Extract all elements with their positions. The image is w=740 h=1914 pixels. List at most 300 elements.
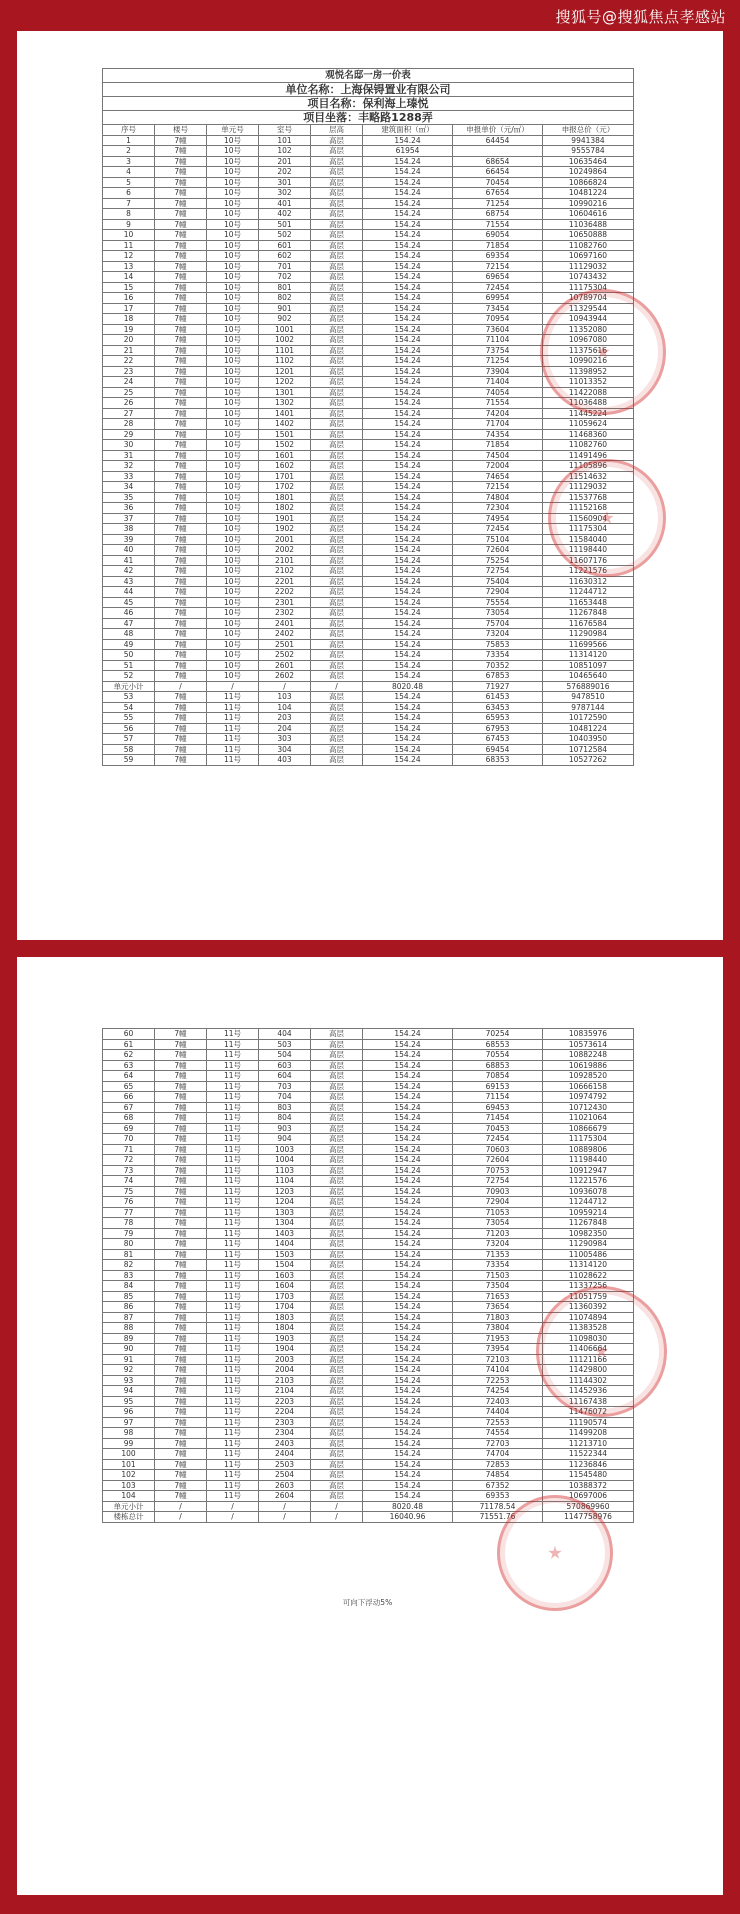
- cell-total-price: 1147758976: [543, 1512, 634, 1523]
- cell-index: 69: [103, 1123, 155, 1134]
- cell-room: 2504: [259, 1470, 311, 1481]
- table-row: [103, 1281, 634, 1292]
- cell-floor-type: 高层: [311, 650, 363, 661]
- cell-area: 154.24: [363, 1239, 453, 1250]
- cell-index: 楼栋总计: [103, 1512, 155, 1523]
- cell-building: 7幢: [155, 324, 207, 335]
- cell-unit-price: 68654: [453, 156, 543, 167]
- cell-unit: 11号: [207, 1197, 259, 1208]
- cell-index: 82: [103, 1260, 155, 1271]
- cell-area: 154.24: [363, 429, 453, 440]
- cell-unit: /: [207, 1512, 259, 1523]
- cell-area: 154.24: [363, 282, 453, 293]
- cell-building: 7幢: [155, 1029, 207, 1040]
- col-header-area: 建筑面积（㎡）: [363, 125, 453, 136]
- cell-index: 8: [103, 209, 155, 220]
- cell-room: 1802: [259, 503, 311, 514]
- cell-unit-price: 71178.54: [453, 1501, 543, 1512]
- table-row: [103, 1176, 634, 1187]
- cell-room: 2101: [259, 555, 311, 566]
- cell-room: 2302: [259, 608, 311, 619]
- cell-area: 154.24: [363, 1396, 453, 1407]
- cell-unit: 10号: [207, 545, 259, 556]
- cell-total-price: 11144302: [543, 1375, 634, 1386]
- cell-building: 7幢: [155, 398, 207, 409]
- cell-total-price: 11429800: [543, 1365, 634, 1376]
- cell-unit-price: 72154: [453, 261, 543, 272]
- cell-floor-type: 高层: [311, 734, 363, 745]
- cell-area: 154.24: [363, 1354, 453, 1365]
- cell-total-price: 11167438: [543, 1396, 634, 1407]
- cell-total-price: 11013352: [543, 377, 634, 388]
- cell-building: 7幢: [155, 419, 207, 430]
- cell-building: 7幢: [155, 608, 207, 619]
- cell-total-price: 11445224: [543, 408, 634, 419]
- cell-total-price: 11190574: [543, 1417, 634, 1428]
- cell-floor-type: 高层: [311, 387, 363, 398]
- cell-building: 7幢: [155, 1186, 207, 1197]
- cell-building: 7幢: [155, 1260, 207, 1271]
- cell-room: 403: [259, 755, 311, 766]
- cell-room: 2103: [259, 1375, 311, 1386]
- cell-total-price: 10967080: [543, 335, 634, 346]
- table-row: [103, 713, 634, 724]
- cell-total-price: 10712430: [543, 1102, 634, 1113]
- table-row: [103, 1249, 634, 1260]
- cell-building: 7幢: [155, 177, 207, 188]
- cell-building: 7幢: [155, 1144, 207, 1155]
- cell-area: 154.24: [363, 1470, 453, 1481]
- cell-unit-price: 67953: [453, 723, 543, 734]
- cell-index: 25: [103, 387, 155, 398]
- cell-area: 154.24: [363, 167, 453, 178]
- cell-building: 7幢: [155, 723, 207, 734]
- cell-building: 7幢: [155, 198, 207, 209]
- cell-floor-type: 高层: [311, 303, 363, 314]
- cell-unit: 10号: [207, 398, 259, 409]
- cell-area: 154.24: [363, 1323, 453, 1334]
- cell-room: 1204: [259, 1197, 311, 1208]
- cell-building: 7幢: [155, 1207, 207, 1218]
- table-row: [103, 566, 634, 577]
- cell-building: 7幢: [155, 744, 207, 755]
- cell-total-price: 11491496: [543, 450, 634, 461]
- table-row: [103, 1428, 634, 1439]
- cell-building: 7幢: [155, 1375, 207, 1386]
- cell-floor-type: 高层: [311, 1312, 363, 1323]
- cell-area: 154.24: [363, 524, 453, 535]
- cell-room: 2202: [259, 587, 311, 598]
- cell-floor-type: 高层: [311, 282, 363, 293]
- cell-total-price: 11499208: [543, 1428, 634, 1439]
- cell-index: 73: [103, 1165, 155, 1176]
- cell-area: 154.24: [363, 314, 453, 325]
- cell-area: 154.24: [363, 702, 453, 713]
- cell-room: 1702: [259, 482, 311, 493]
- cell-total-price: 10465640: [543, 671, 634, 682]
- cell-room: 2003: [259, 1354, 311, 1365]
- cell-unit: 10号: [207, 587, 259, 598]
- cell-unit: 10号: [207, 650, 259, 661]
- cell-unit-price: 74504: [453, 450, 543, 461]
- cell-unit-price: 69153: [453, 1081, 543, 1092]
- cell-unit-price: 70453: [453, 1123, 543, 1134]
- table-row: [103, 419, 634, 430]
- table-row: [103, 1050, 634, 1061]
- table-row: [103, 618, 634, 629]
- cell-building: 7幢: [155, 492, 207, 503]
- cell-building: 7幢: [155, 1249, 207, 1260]
- cell-room: 2204: [259, 1407, 311, 1418]
- cell-area: 154.24: [363, 1039, 453, 1050]
- cell-index: 36: [103, 503, 155, 514]
- cell-unit-price: 73204: [453, 629, 543, 640]
- cell-building: 7幢: [155, 1428, 207, 1439]
- cell-area: 154.24: [363, 482, 453, 493]
- cell-area: 154.24: [363, 1071, 453, 1082]
- cell-unit: 11号: [207, 1491, 259, 1502]
- cell-unit: 11号: [207, 1249, 259, 1260]
- cell-unit: 11号: [207, 1186, 259, 1197]
- table-row: [103, 1480, 634, 1491]
- cell-unit: 11号: [207, 1407, 259, 1418]
- table-row: [103, 1186, 634, 1197]
- cell-index: 54: [103, 702, 155, 713]
- cell-unit: 10号: [207, 272, 259, 283]
- cell-room: 801: [259, 282, 311, 293]
- cell-floor-type: 高层: [311, 1260, 363, 1271]
- cell-area: 154.24: [363, 1186, 453, 1197]
- cell-unit: 10号: [207, 671, 259, 682]
- cell-area: 154.24: [363, 1302, 453, 1313]
- cell-floor-type: 高层: [311, 692, 363, 703]
- cell-floor-type: 高层: [311, 471, 363, 482]
- cell-floor-type: 高层: [311, 1291, 363, 1302]
- cell-floor-type: 高层: [311, 576, 363, 587]
- table-row: [103, 608, 634, 619]
- cell-area: 154.24: [363, 1312, 453, 1323]
- cell-room: 1903: [259, 1333, 311, 1344]
- cell-room: 2501: [259, 639, 311, 650]
- cell-unit-price: 67654: [453, 188, 543, 199]
- cell-room: 2203: [259, 1396, 311, 1407]
- cell-floor-type: 高层: [311, 639, 363, 650]
- cell-building: 7幢: [155, 1270, 207, 1281]
- cell-unit-price: 72754: [453, 1176, 543, 1187]
- cell-floor-type: 高层: [311, 524, 363, 535]
- cell-building: 7幢: [155, 167, 207, 178]
- cell-unit: 10号: [207, 471, 259, 482]
- cell-unit: 11号: [207, 1396, 259, 1407]
- table-row: [103, 156, 634, 167]
- cell-area: 154.24: [363, 261, 453, 272]
- cell-total-price: 11198440: [543, 545, 634, 556]
- cell-building: 7幢: [155, 1039, 207, 1050]
- cell-unit: 10号: [207, 660, 259, 671]
- cell-room: 1303: [259, 1207, 311, 1218]
- cell-building: 7幢: [155, 1354, 207, 1365]
- table-row: [103, 755, 634, 766]
- cell-floor-type: 高层: [311, 1417, 363, 1428]
- cell-unit-price: 73954: [453, 1344, 543, 1355]
- cell-area: 154.24: [363, 1449, 453, 1460]
- cell-unit-price: 73904: [453, 366, 543, 377]
- cell-room: 702: [259, 272, 311, 283]
- table-row: [103, 209, 634, 220]
- table-row: [103, 429, 634, 440]
- cell-unit-price: 74854: [453, 1470, 543, 1481]
- cell-unit: 10号: [207, 440, 259, 451]
- cell-unit: 11号: [207, 1155, 259, 1166]
- cell-area: 154.24: [363, 1270, 453, 1281]
- cell-total-price: 11082760: [543, 240, 634, 251]
- cell-floor-type: 高层: [311, 608, 363, 619]
- cell-building: 7幢: [155, 219, 207, 230]
- table-row: [103, 1113, 634, 1124]
- cell-area: 154.24: [363, 723, 453, 734]
- cell-unit-price: 74404: [453, 1407, 543, 1418]
- cell-room: 901: [259, 303, 311, 314]
- cell-total-price: 11398952: [543, 366, 634, 377]
- cell-total-price: 10712584: [543, 744, 634, 755]
- cell-building: 7幢: [155, 650, 207, 661]
- cell-floor-type: 高层: [311, 1438, 363, 1449]
- cell-unit-price: 74104: [453, 1365, 543, 1376]
- cell-unit-price: 65953: [453, 713, 543, 724]
- cell-unit: 10号: [207, 135, 259, 146]
- cell-index: 74: [103, 1176, 155, 1187]
- cell-area: 154.24: [363, 272, 453, 283]
- cell-building: 7幢: [155, 408, 207, 419]
- cell-floor-type: 高层: [311, 482, 363, 493]
- cell-unit-price: 75254: [453, 555, 543, 566]
- cell-area: 154.24: [363, 566, 453, 577]
- cell-building: 7幢: [155, 146, 207, 157]
- cell-total-price: 11545480: [543, 1470, 634, 1481]
- table-row: [103, 744, 634, 755]
- cell-total-price: 11221576: [543, 1176, 634, 1187]
- cell-total-price: 11290984: [543, 629, 634, 640]
- cell-index: 57: [103, 734, 155, 745]
- cell-room: 2002: [259, 545, 311, 556]
- cell-unit: 11号: [207, 1176, 259, 1187]
- cell-index: 71: [103, 1144, 155, 1155]
- table-row: [103, 1123, 634, 1134]
- cell-floor-type: 高层: [311, 135, 363, 146]
- cell-unit-price: 74704: [453, 1449, 543, 1460]
- cell-index: 97: [103, 1417, 155, 1428]
- cell-unit: 10号: [207, 408, 259, 419]
- cell-floor-type: 高层: [311, 1491, 363, 1502]
- cell-total-price: 10974792: [543, 1092, 634, 1103]
- table-row: [103, 398, 634, 409]
- cell-unit: 11号: [207, 1239, 259, 1250]
- cell-building: 7幢: [155, 272, 207, 283]
- cell-index: 92: [103, 1365, 155, 1376]
- cell-unit-price: 72703: [453, 1438, 543, 1449]
- cell-total-price: 10635464: [543, 156, 634, 167]
- table-row: [103, 1470, 634, 1481]
- cell-area: 154.24: [363, 1123, 453, 1134]
- cell-room: /: [259, 681, 311, 692]
- cell-area: 154.24: [363, 366, 453, 377]
- cell-index: 28: [103, 419, 155, 430]
- cell-area: 8020.48: [363, 681, 453, 692]
- cell-unit: 10号: [207, 335, 259, 346]
- cell-index: 50: [103, 650, 155, 661]
- cell-unit-price: 72304: [453, 503, 543, 514]
- cell-total-price: 11213710: [543, 1438, 634, 1449]
- cell-floor-type: 高层: [311, 555, 363, 566]
- cell-unit-price: 71927: [453, 681, 543, 692]
- table-row: [103, 1260, 634, 1271]
- cell-total-price: 11028622: [543, 1270, 634, 1281]
- cell-area: 154.24: [363, 377, 453, 388]
- table-row: [103, 167, 634, 178]
- cell-room: 1902: [259, 524, 311, 535]
- cell-floor-type: 高层: [311, 1375, 363, 1386]
- cell-total-price: 9478510: [543, 692, 634, 703]
- cell-index: 104: [103, 1491, 155, 1502]
- table-row: [103, 1155, 634, 1166]
- cell-room: 504: [259, 1050, 311, 1061]
- cell-index: 19: [103, 324, 155, 335]
- cell-unit-price: 70254: [453, 1029, 543, 1040]
- cell-room: 704: [259, 1092, 311, 1103]
- cell-floor-type: 高层: [311, 1113, 363, 1124]
- cell-unit-price: 73754: [453, 345, 543, 356]
- cell-unit-price: 70954: [453, 314, 543, 325]
- cell-area: 154.24: [363, 398, 453, 409]
- cell-floor-type: 高层: [311, 1092, 363, 1103]
- cell-floor-type: 高层: [311, 167, 363, 178]
- official-seal-stamp: [548, 459, 666, 577]
- cell-index: 31: [103, 450, 155, 461]
- cell-building: 7幢: [155, 356, 207, 367]
- cell-unit: 11号: [207, 1344, 259, 1355]
- cell-building: 7幢: [155, 576, 207, 587]
- cell-unit-price: 71404: [453, 377, 543, 388]
- official-seal-stamp: [540, 289, 666, 415]
- cell-index: 70: [103, 1134, 155, 1145]
- cell-index: 88: [103, 1323, 155, 1334]
- cell-unit: 10号: [207, 461, 259, 472]
- cell-total-price: 11607176: [543, 555, 634, 566]
- cell-floor-type: 高层: [311, 1302, 363, 1313]
- cell-unit: 10号: [207, 219, 259, 230]
- cell-total-price: 11290984: [543, 1239, 634, 1250]
- cell-index: 14: [103, 272, 155, 283]
- cell-building: 7幢: [155, 377, 207, 388]
- cell-building: 7幢: [155, 1197, 207, 1208]
- cell-room: 604: [259, 1071, 311, 1082]
- cell-unit-price: 71254: [453, 356, 543, 367]
- cell-unit-price: 75554: [453, 597, 543, 608]
- cell-floor-type: 高层: [311, 209, 363, 220]
- cell-index: 66: [103, 1092, 155, 1103]
- cell-index: 55: [103, 713, 155, 724]
- cell-index: 90: [103, 1344, 155, 1355]
- cell-index: 13: [103, 261, 155, 272]
- cell-index: 37: [103, 513, 155, 524]
- cell-room: /: [259, 1512, 311, 1523]
- cell-floor-type: 高层: [311, 219, 363, 230]
- cell-floor-type: 高层: [311, 146, 363, 157]
- table-row: [103, 692, 634, 703]
- cell-unit-price: 74204: [453, 408, 543, 419]
- cell-unit: 10号: [207, 629, 259, 640]
- cell-total-price: 11105896: [543, 461, 634, 472]
- cell-floor-type: 高层: [311, 356, 363, 367]
- cell-unit: 10号: [207, 597, 259, 608]
- cell-index: 10: [103, 230, 155, 241]
- cell-floor-type: 高层: [311, 1197, 363, 1208]
- cell-index: 103: [103, 1480, 155, 1491]
- table-row: [103, 555, 634, 566]
- cell-room: 2104: [259, 1386, 311, 1397]
- cell-floor-type: 高层: [311, 1155, 363, 1166]
- cell-unit: 10号: [207, 618, 259, 629]
- cell-unit: 10号: [207, 261, 259, 272]
- table-row: [103, 146, 634, 157]
- cell-total-price: 11244712: [543, 587, 634, 598]
- col-header-unit: 单元号: [207, 125, 259, 136]
- cell-unit-price: 71454: [453, 1113, 543, 1124]
- cell-unit-price: 74654: [453, 471, 543, 482]
- cell-building: 7幢: [155, 524, 207, 535]
- cell-room: 1101: [259, 345, 311, 356]
- cell-unit-price: 69453: [453, 1102, 543, 1113]
- cell-index: 40: [103, 545, 155, 556]
- cell-unit-price: 72604: [453, 1155, 543, 1166]
- cell-index: 89: [103, 1333, 155, 1344]
- cell-building: 7幢: [155, 1396, 207, 1407]
- cell-building: 7幢: [155, 671, 207, 682]
- cell-room: 703: [259, 1081, 311, 1092]
- cell-room: 502: [259, 230, 311, 241]
- cell-building: 7幢: [155, 618, 207, 629]
- cell-building: 7幢: [155, 503, 207, 514]
- cell-building: 7幢: [155, 1291, 207, 1302]
- official-seal-stamp: [536, 1286, 667, 1417]
- cell-room: 1103: [259, 1165, 311, 1176]
- cell-index: 78: [103, 1218, 155, 1229]
- cell-building: 7幢: [155, 1302, 207, 1313]
- cell-unit: 10号: [207, 209, 259, 220]
- cell-unit: 11号: [207, 1354, 259, 1365]
- cell-unit: 10号: [207, 314, 259, 325]
- cell-area: 154.24: [363, 576, 453, 587]
- cell-area: 154.24: [363, 198, 453, 209]
- cell-building: 7幢: [155, 366, 207, 377]
- cell-index: 24: [103, 377, 155, 388]
- cell-unit: 11号: [207, 1123, 259, 1134]
- cell-area: 154.24: [363, 734, 453, 745]
- cell-index: 46: [103, 608, 155, 619]
- cell-room: 902: [259, 314, 311, 325]
- cell-unit: 11号: [207, 1470, 259, 1481]
- cell-unit: 11号: [207, 713, 259, 724]
- cell-unit: 10号: [207, 482, 259, 493]
- table-row: [103, 1071, 634, 1082]
- cell-unit: 11号: [207, 702, 259, 713]
- cell-index: 26: [103, 398, 155, 409]
- cell-building: 7幢: [155, 1323, 207, 1334]
- cell-floor-type: 高层: [311, 408, 363, 419]
- cell-unit: 10号: [207, 377, 259, 388]
- cell-room: 2004: [259, 1365, 311, 1376]
- cell-floor-type: 高层: [311, 240, 363, 251]
